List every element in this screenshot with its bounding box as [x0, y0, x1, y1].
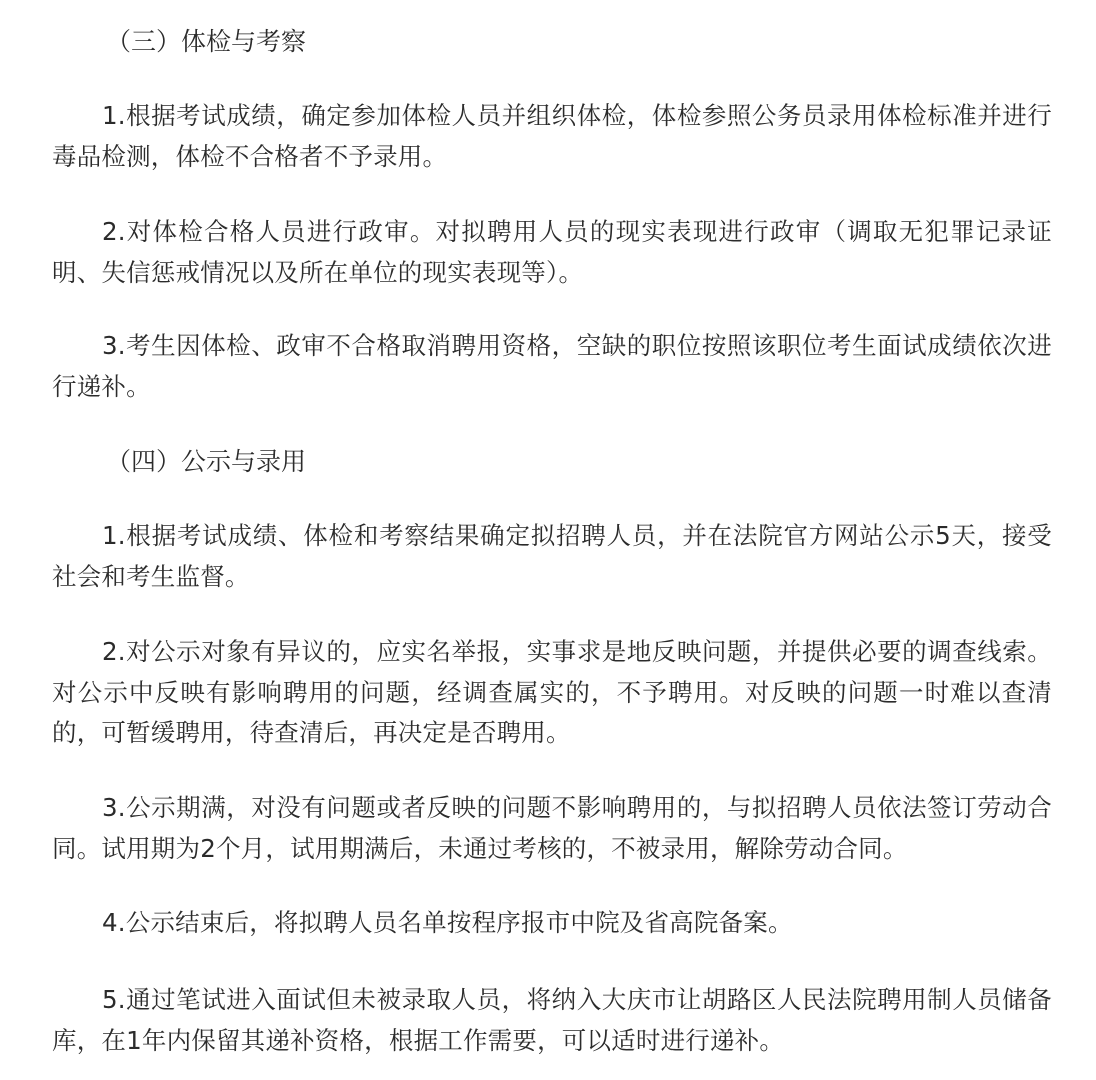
paragraph-4-2: 2.对公示对象有异议的，应实名举报，实事求是地反映问题，并提供必要的调查线索。对公示中反映有影响聘用的问题，经调查属实的，不予聘用。对反映的问题一时难以查清的，可暂缓聘用，待查清后，再决定是否聘用。 [52, 637, 1052, 747]
paragraph-3-2: 2.对体检合格人员进行政审。对拟聘用人员的现实表现进行政审（调取无犯罪记录证明、失信惩戒情况以及所在单位的现实表现等）。 [52, 217, 1052, 287]
paragraph-4-5: 5.通过笔试进入面试但未被录取人员，将纳入大庆市让胡路区人民法院聘用制人员储备库，在1年内保留其递补资格，根据工作需要，可以适时进行递补。 [52, 985, 1052, 1055]
paragraph-4-4: 4.公示结束后，将拟聘人员名单按程序报市中院及省高院备案。 [102, 908, 793, 937]
paragraph-4-3: 3.公示期满，对没有问题或者反映的问题不影响聘用的，与拟招聘人员依法签订劳动合同。试用期为2个月，试用期满后，未通过考核的，不被录用，解除劳动合同。 [52, 793, 1052, 863]
paragraph-3-1: 1.根据考试成绩，确定参加体检人员并组织体检，体检参照公务员录用体检标准并进行毒品检测，体检不合格者不予录用。 [52, 101, 1052, 171]
paragraph-3-3: 3.考生因体检、政审不合格取消聘用资格，空缺的职位按照该职位考生面试成绩依次进行递补。 [52, 331, 1052, 401]
paragraph-4-1: 1.根据考试成绩、体检和考察结果确定拟招聘人员，并在法院官方网站公示5天，接受社会和考生监督。 [52, 521, 1052, 591]
section-heading-publicity: （四）公示与录用 [106, 447, 307, 476]
section-heading-physical-exam: （三）体检与考察 [106, 27, 307, 56]
